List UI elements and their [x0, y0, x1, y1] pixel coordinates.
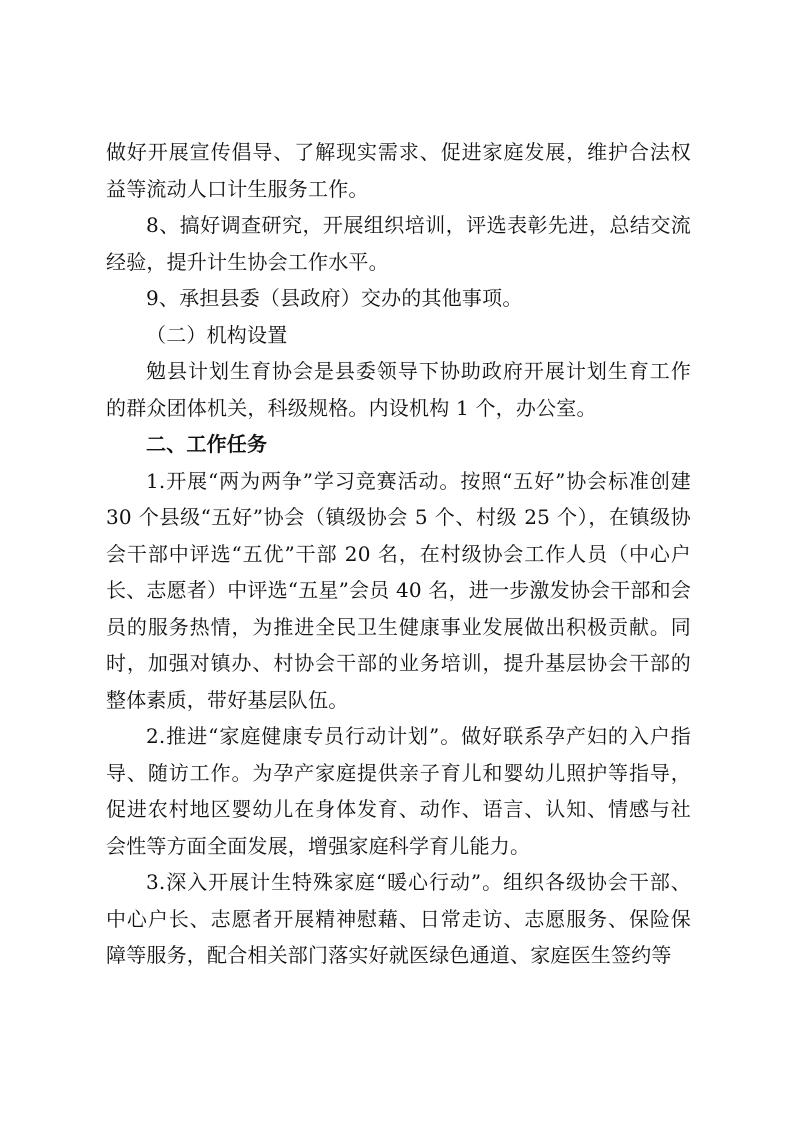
paragraph-organization: 勉县计划生育协会是县委领导下协助政府开展计划生育工作的群众团体机关，科级规格。内设机构 1 个，办公室。: [106, 359, 691, 420]
subheading-organization: （二）机构设置: [146, 322, 288, 347]
paragraph-continuation: 做好开展宣传倡导、了解现实需求、促进家庭发展，维护合法权益等流动人口计生服务工作。: [106, 140, 691, 201]
paragraph-task-1: 1.开展“两为两争”学习竞赛活动。按照“五好”协会标准创建 30 个县级“五好”协会（镇级协会 5 个、村级 25 个），在镇级协会干部中评选“五优”干部 20 名，在村级协会工作人员（中心户长、志愿者）中评选“五星”会员 40 名，进一步激发协会干部和会员的服务热情，为推进全民卫生健康事业发展做出积极贡献。同时，加强对镇办、村协会干部的业务培训，提升基层协会干部的整体素质，带好基层队伍。: [106, 468, 692, 712]
document-body: [106, 134, 691, 974]
paragraph-task-2: 2.推进“家庭健康专员行动计划”。做好联系孕产妇的入户指导、随访工作。为孕产家庭提供亲子育儿和婴幼儿照护等指导，促进农村地区婴幼儿在身体发育、动作、语言、认知、情感与社会性等方面全面发展，增强家庭科学育儿能力。: [106, 724, 691, 858]
paragraph-item-9: 9、承担县委（县政府）交办的其他事项。: [146, 286, 523, 310]
section-heading-tasks: 二、工作任务: [146, 432, 268, 456]
paragraph-task-3: 3.深入开展计生特殊家庭“暖心行动”。组织各级协会干部、中心户长、志愿者开展精神慰藉、日常走访、志愿服务、保险保障等服务，配合相关部门落实好就医绿色通道、家庭医生签约等: [106, 870, 691, 967]
paragraph-item-8: 8、搞好调查研究，开展组织培训，评选表彰先进，总结交流经验，提升计生协会工作水平。: [106, 213, 691, 274]
